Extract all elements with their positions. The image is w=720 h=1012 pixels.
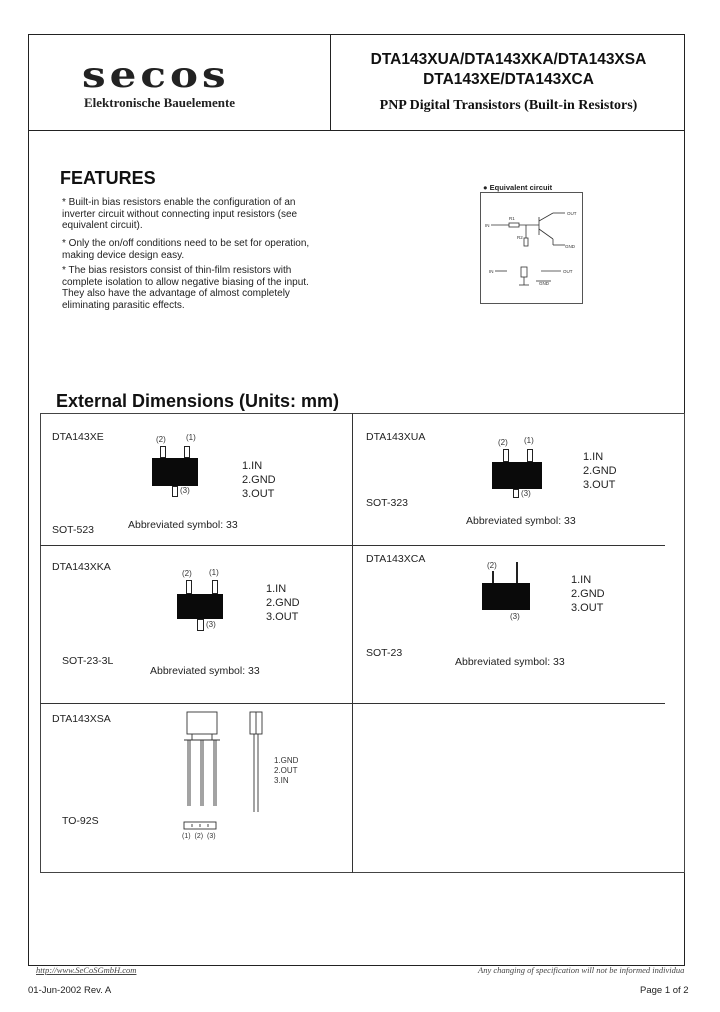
pin-3: 3.OUT [571, 602, 604, 614]
feature-item-1: * Built-in bias resistors enable the configuration of an inverter circuit without connecting input resistors (see equivalent circuit). [62, 197, 298, 231]
document-title [332, 50, 685, 90]
package-body-sot23-3l [177, 594, 223, 619]
part-label-dta143xua: DTA143XUA [366, 431, 426, 443]
equivalent-circuit-title: ● Equivalent circuit [483, 183, 553, 192]
pin-list [266, 582, 300, 624]
feature-item-3: * The bias resistors consist of thin-film resistors with complete isolation to allow negative biasing of the input. They also have the advantage of almost completely eliminating parasitic effects. [62, 265, 309, 311]
company-logo: secos [82, 53, 230, 96]
website-link[interactable]: http://www.SeCoSGmbH.com [36, 965, 137, 975]
part-label-dta143xe: DTA143XE [52, 431, 104, 443]
pin-3: 3.IN [274, 776, 289, 785]
circuit-label-r2: R2 [517, 235, 523, 240]
pin-list [242, 459, 276, 501]
abbreviated-symbol: Abbreviated symbol: 33 [128, 519, 238, 531]
part-label-dta143xka: DTA143XKA [52, 561, 111, 573]
pin-mark-2: (2) [498, 438, 508, 447]
pin-2: 2.GND [242, 474, 276, 486]
part-label-dta143xsa: DTA143XSA [52, 713, 111, 725]
circuit-label-in-2: IN [489, 269, 494, 274]
package-body-sot523 [152, 458, 198, 486]
package-lead [184, 446, 190, 458]
title-line-2: DTA143XE/DTA143XCA [423, 71, 594, 88]
pin-mark-2: (2) [194, 833, 204, 840]
package-lead [186, 580, 192, 594]
document-subtitle: PNP Digital Transistors (Built-in Resistors) [379, 98, 638, 113]
pin-mark-1: (1) [186, 433, 196, 442]
package-lead [160, 446, 166, 458]
logo-subtitle: Elektronische Bauelemente [84, 95, 236, 110]
package-body-sot23 [482, 583, 530, 610]
abbreviated-symbol: Abbreviated symbol: 33 [455, 656, 565, 668]
circuit-label-gnd-2: GND [539, 281, 549, 286]
package-lead [212, 580, 218, 594]
package-lead [513, 489, 519, 498]
pin-list [571, 573, 605, 615]
package-type-sot323: SOT-323 [366, 497, 409, 509]
pin-mark-2: (2) [182, 569, 192, 578]
equivalent-circuit-box [480, 192, 583, 304]
to92s-package-drawing [170, 708, 270, 818]
circuit-label-out-2: OUT [563, 269, 573, 274]
package-lead [197, 619, 204, 631]
equivalent-circuit-diagram [481, 193, 582, 303]
pin-mark-3: (3) [521, 489, 531, 498]
pin-1: 1.GND [274, 756, 299, 765]
equivalent-circuit-title-text: Equivalent circuit [489, 183, 553, 192]
dimensions-column-divider [352, 413, 353, 873]
package-lead [172, 486, 178, 497]
abbreviated-symbol: Abbreviated symbol: 33 [466, 515, 576, 527]
circuit-label-out: OUT [567, 211, 577, 216]
pin-2: 2.GND [571, 588, 605, 600]
date-revision: 01-Jun-2002 Rev. A [28, 985, 112, 996]
package-type-sot23-3l: SOT-23-3L [62, 655, 114, 667]
package-lead [503, 449, 509, 462]
pin-1: 1.IN [583, 451, 604, 463]
page-number: Page 1 of 2 [640, 985, 689, 996]
part-label-dta143xca: DTA143XCA [366, 553, 426, 565]
pin-mark-1: (1) [524, 436, 534, 445]
pin-mark-1: (1) [182, 833, 191, 840]
package-body-sot323 [492, 462, 542, 489]
pin-3: 3.OUT [242, 488, 275, 500]
pin-mark-1: (1) [209, 568, 219, 577]
package-type-sot23: SOT-23 [366, 647, 403, 659]
pin-list [583, 450, 617, 492]
pin-3: 3.OUT [266, 611, 299, 623]
circuit-label-in: IN [485, 223, 490, 228]
pin-2: 2.OUT [274, 766, 298, 775]
package-type-to92s: TO-92S [62, 815, 99, 827]
pin-2: 2.GND [266, 597, 300, 609]
package-lead [527, 449, 533, 462]
dimensions-heading: External Dimensions (Units: mm) [56, 391, 340, 411]
package-lead [516, 562, 518, 583]
package-lead [492, 571, 494, 583]
pin-list [274, 756, 298, 786]
to92s-bottom-view [182, 820, 218, 832]
pin-mark-3: (3) [180, 486, 190, 495]
header-divider [28, 130, 685, 131]
title-line-1: DTA143XUA/DTA143XKA/DTA143XSA [370, 51, 647, 68]
pin-1: 1.IN [571, 574, 592, 586]
specification-notice: Any changing of specification will not be informed individua [478, 965, 685, 975]
pin-mark-3: (3) [206, 620, 216, 629]
pin-2: 2.GND [583, 465, 617, 477]
pin-1: 1.IN [242, 460, 263, 472]
features-heading: FEATURES [60, 168, 156, 188]
to92s-pin-marks [182, 833, 216, 840]
pin-1: 1.IN [266, 583, 287, 595]
pin-mark-3: (3) [207, 833, 216, 840]
pin-mark-3: (3) [510, 612, 520, 621]
pin-3: 3.OUT [583, 479, 616, 491]
circuit-label-gnd: GND [565, 244, 575, 249]
feature-item-2: * Only the on/off conditions need to be set for operation, making device design easy. [62, 238, 310, 261]
package-type-sot523: SOT-523 [52, 524, 95, 536]
header-column-divider [330, 34, 331, 130]
circuit-label-r1: R1 [509, 216, 515, 221]
pin-mark-2: (2) [487, 561, 497, 570]
abbreviated-symbol: Abbreviated symbol: 33 [150, 665, 260, 677]
pin-mark-2: (2) [156, 435, 166, 444]
